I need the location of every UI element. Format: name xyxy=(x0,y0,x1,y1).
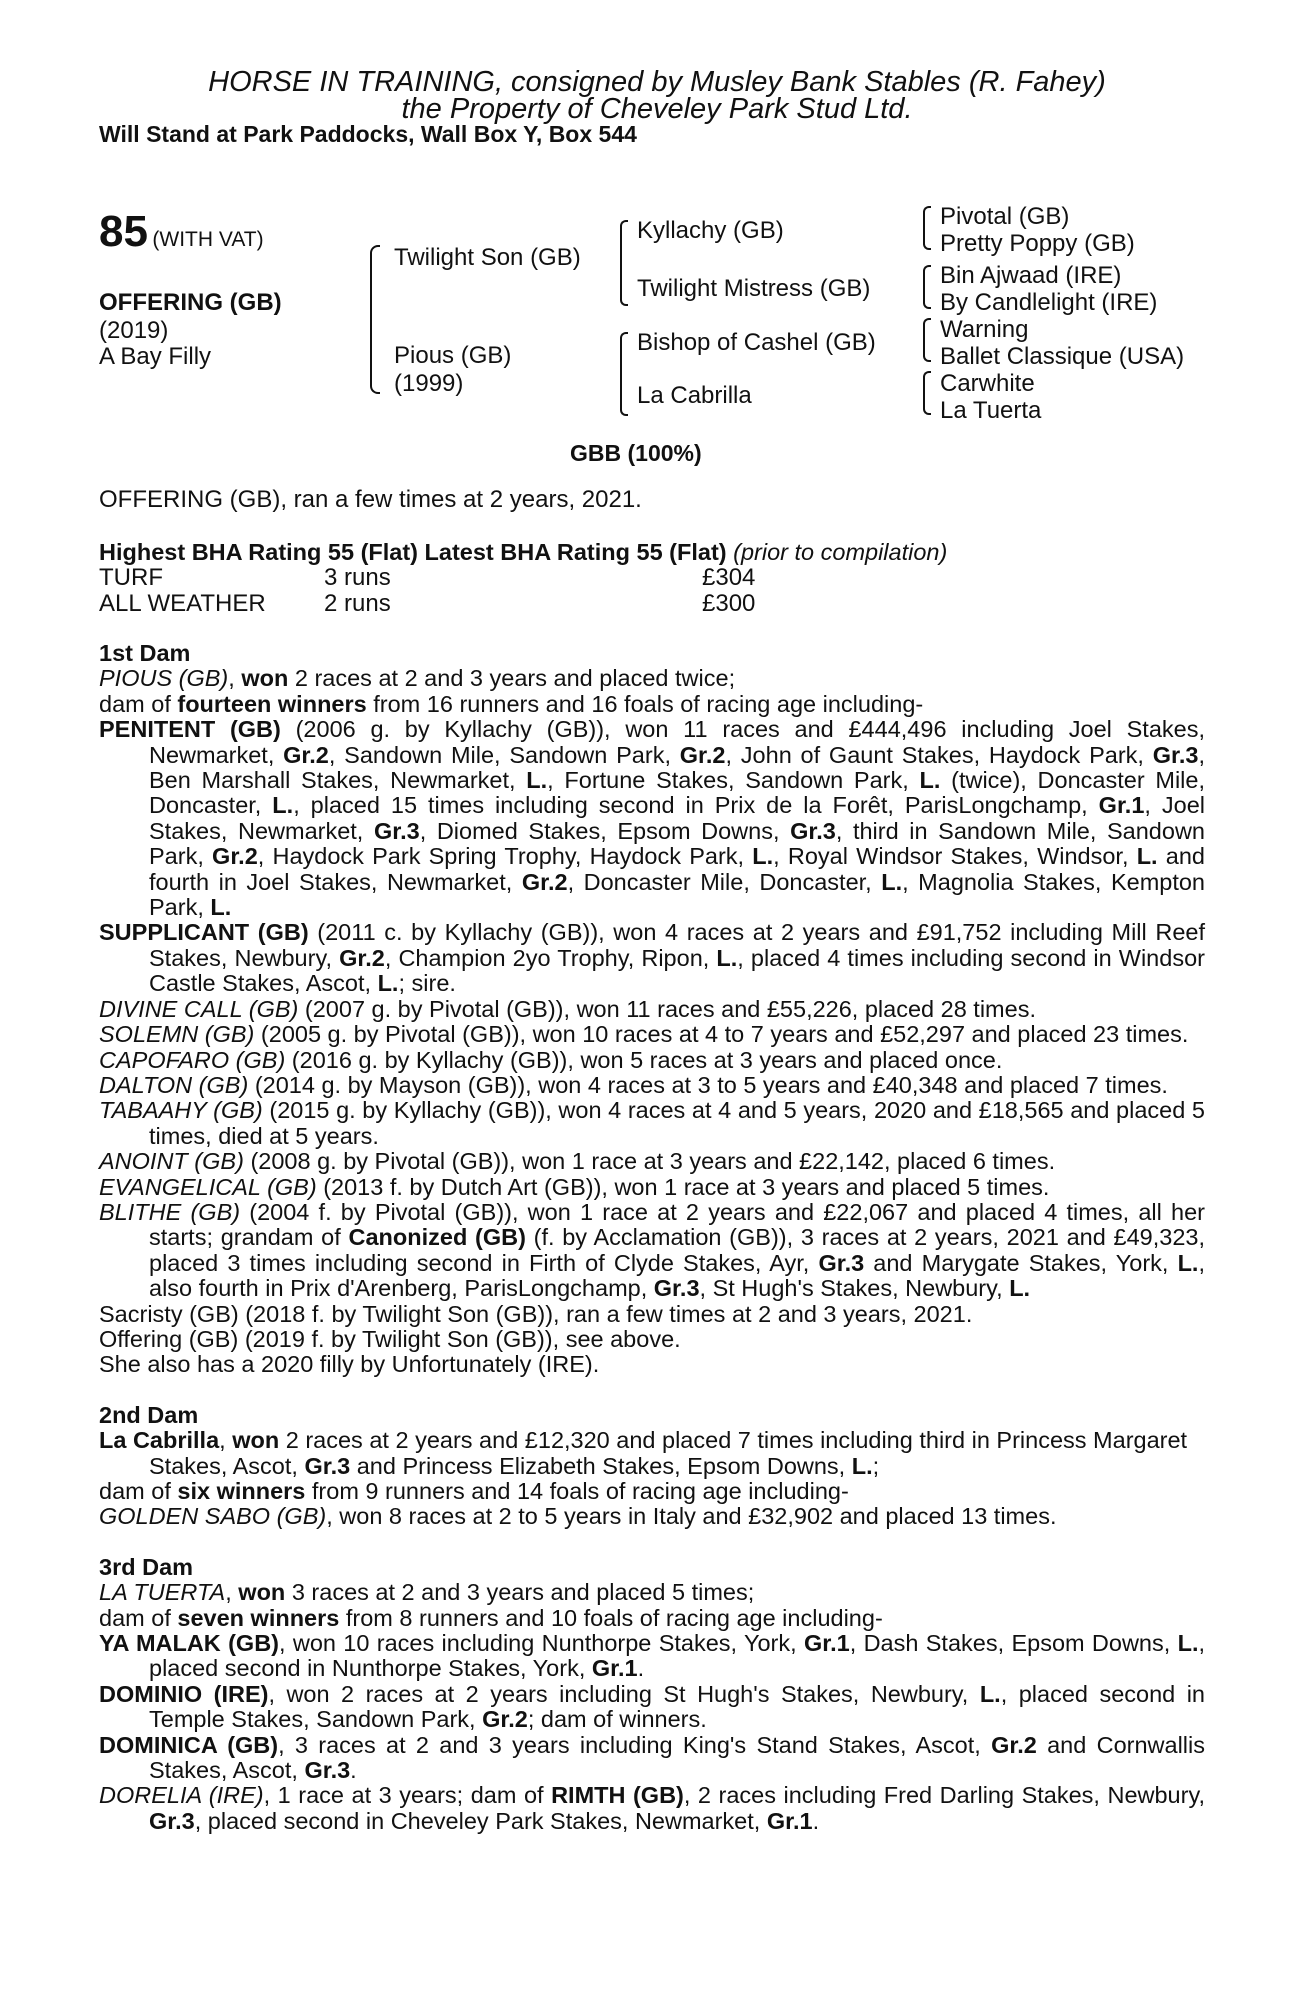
third-dam-produce-summary: dam of seven winners from 8 runners and 10 foals of racing age including- xyxy=(99,1604,883,1631)
pedigree-brace-ss xyxy=(923,206,931,250)
produce-penitent: PENITENT (GB) (2006 g. by Kyllachy (GB)), won 11 races and £444,496 including Joel Stakes, Newmarket, Gr.2, Sandown Mile, Sandown Park, Gr.2, John of Gaunt Stakes, Haydock Park, Gr.3, Ben Marshall Stakes, Newmarket, L., Fortune Stakes, Sandown Park, L. (twice), Doncaster Mile, Doncaster, L., placed 15 times including second in Prix de la Forêt, ParisLongchamp, Gr.1, Joel Stakes, Newmarket, Gr.3, Diomed Stakes, Epsom Downs, Gr.3, third in Sandown Mile, Sandown Park, Gr.2, Haydock Park Spring Trophy, Haydock Park, L., Royal Windsor Stakes, Windsor, L. and fourth in Joel Stakes, Newmarket, Gr.2, Doncaster Mile, Doncaster, L., Magnolia Stakes, Kempton Park, L. xyxy=(99,716,1206,921)
pedigree-brace-dd xyxy=(923,371,931,415)
rating-runs-1: 2 runs xyxy=(324,590,391,617)
ratings-note: (prior to compilation) xyxy=(733,539,948,565)
produce-dorelia: DORELIA (IRE), 1 race at 3 years; dam of RIMTH (GB), 2 races including Fred Darling Stakes, Newbury, Gr.3, placed second in Cheveley Park Stakes, Newmarket, Gr.1. xyxy=(99,1782,1205,1834)
third-dam-intro: LA TUERTA, won 3 races at 2 and 3 years and placed 5 times; xyxy=(99,1579,755,1606)
latest-rating: Latest BHA Rating 55 (Flat) xyxy=(424,539,727,565)
produce-capofaro: CAPOFARO (GB) (2016 g. by Kyllachy (GB)), won 5 races at 3 years and placed once. xyxy=(99,1046,1003,1073)
produce-golden-sabo: GOLDEN SABO (GB), won 8 races at 2 to 5 years in Italy and £32,902 and placed 13 times. xyxy=(99,1503,1057,1530)
second-dam-intro: La Cabrilla, won 2 races at 2 years and £12,320 and placed 7 times including third in Princess Margaret Stakes, Ascot, Gr.3 and Princess Elizabeth Stakes, Epsom Downs, L.; xyxy=(99,1427,1188,1479)
pedigree-brace-ds xyxy=(923,318,931,362)
produce-solemn: SOLEMN (GB) (2005 g. by Pivotal (GB)), won 10 races at 4 to 7 years and £52,297 and placed 23 times. xyxy=(99,1021,1189,1048)
produce-evangelical: EVANGELICAL (GB) (2013 f. by Dutch Art (GB)), won 1 race at 3 years and placed 5 times. xyxy=(99,1173,1050,1200)
family-notes xyxy=(99,641,1205,1834)
lot-number: 85 xyxy=(99,207,148,256)
pedigree-brace-dam xyxy=(620,332,628,416)
first-dam-heading: 1st Dam xyxy=(99,640,191,666)
produce-divine-call: DIVINE CALL (GB) (2007 g. by Pivotal (GB)), won 11 races and £55,226, placed 28 times. xyxy=(99,995,1036,1022)
breeding-percentage: GBB (100%) xyxy=(570,440,702,466)
horse-name: OFFERING (GB) xyxy=(99,289,282,316)
pedigree-dam-dam: La Cabrilla xyxy=(637,382,752,409)
pedigree-sire-sire: Kyllachy (GB) xyxy=(637,217,784,244)
produce-dominica: DOMINICA (GB), 3 races at 2 and 3 years including King's Stand Stakes, Ascot, Gr.2 and Cornwallis Stakes, Ascot, Gr.3. xyxy=(99,1731,1205,1784)
header-line-2: the Property of Cheveley Park Stud Ltd. xyxy=(401,93,913,125)
pedigree-brace-gen1 xyxy=(370,245,380,394)
pedigree-dam: Pious (GB) xyxy=(394,342,512,369)
ratings-line xyxy=(99,539,947,566)
first-dam-produce-summary: dam of fourteen winners from 16 runners and 16 foals of racing age including- xyxy=(99,690,924,717)
highest-rating: Highest BHA Rating 55 (Flat) xyxy=(99,539,419,565)
race-summary: OFFERING (GB), ran a few times at 2 years, 2021. xyxy=(99,486,642,513)
lot-number-row xyxy=(99,207,264,257)
header-line-3: Will Stand at Park Paddocks, Wall Box Y, Box 544 xyxy=(99,121,637,147)
produce-sacristy: Sacristy (GB) (2018 f. by Twilight Son (GB)), ran a few times at 2 and 3 years, 2021. xyxy=(99,1300,973,1327)
pedigree-brace-sd xyxy=(923,265,931,309)
rating-surface-0: TURF xyxy=(99,564,163,591)
pedigree-sds: Bin Ajwaad (IRE) xyxy=(940,262,1122,289)
horse-year: (2019) xyxy=(99,317,169,344)
pedigree-dss: Warning xyxy=(940,316,1029,343)
produce-tabaahy: TABAAHY (GB) (2015 g. by Kyllachy (GB)), won 4 races at 4 and 5 years, 2020 and £18,565 and placed 5 times, died at 5 years. xyxy=(99,1097,1205,1149)
pedigree-ddd: La Tuerta xyxy=(940,397,1042,424)
pedigree-dam-sire: Bishop of Cashel (GB) xyxy=(637,329,876,356)
produce-ya-malak: YA MALAK (GB), won 10 races including Nunthorpe Stakes, York, Gr.1, Dash Stakes, Epsom Downs, L., placed second in Nunthorpe Stakes, York, Gr.1. xyxy=(99,1630,1206,1682)
produce-blithe: BLITHE (GB) (2004 f. by Pivotal (GB)), won 1 race at 2 years and £22,067 and placed 4 times, all her starts; grandam of Canonized (GB) (f. by Acclamation (GB)), 3 races at 2 years, 2021 and £49,323, placed 3 times including second in Firth of Clyde Stakes, Ayr, Gr.3 and Marygate Stakes, York, L., also fourth in Prix d'Arenberg, ParisLongchamp, Gr.3, St Hugh's Stakes, Newbury, L. xyxy=(99,1198,1206,1302)
rating-prize-0: £304 xyxy=(702,564,756,591)
pedigree-brace-sire xyxy=(620,220,628,306)
pedigree-dsd: Ballet Classique (USA) xyxy=(940,343,1185,370)
produce-supplicant: SUPPLICANT (GB) (2011 c. by Kyllachy (GB)), won 4 races at 2 years and £91,752 including Mill Reef Stakes, Newbury, Gr.2, Champion 2yo Trophy, Ripon, L., placed 4 times including second in Windsor Castle Stakes, Ascot, L.; sire. xyxy=(99,919,1205,997)
pedigree-sss: Pivotal (GB) xyxy=(940,203,1070,230)
header-line-1: HORSE IN TRAINING, consigned by Musley Bank Stables (R. Fahey) xyxy=(208,66,1106,98)
produce-offering: Offering (GB) (2019 f. by Twilight Son (GB)), see above. xyxy=(99,1325,681,1352)
pedigree-ssd: Pretty Poppy (GB) xyxy=(940,230,1135,257)
pedigree-dam-year: (1999) xyxy=(394,370,464,397)
first-dam-intro: PIOUS (GB), won 2 races at 2 and 3 years and placed twice; xyxy=(99,665,736,692)
produce-dalton: DALTON (GB) (2014 g. by Mayson (GB)), won 4 races at 3 to 5 years and £40,348 and placed 7 times. xyxy=(99,1071,1168,1098)
produce-dominio: DOMINIO (IRE), won 2 races at 2 years including St Hugh's Stakes, Newbury, L., placed second in Temple Stakes, Sandown Park, Gr.2; dam of winners. xyxy=(99,1680,1205,1733)
first-dam-filly-note: She also has a 2020 filly by Unfortunately (IRE). xyxy=(99,1351,600,1378)
pedigree-sire: Twilight Son (GB) xyxy=(394,244,581,271)
pedigree-sdd: By Candlelight (IRE) xyxy=(940,289,1158,316)
second-dam-heading: 2nd Dam xyxy=(99,1401,199,1428)
rating-prize-1: £300 xyxy=(702,590,756,617)
vat-label: (WITH VAT) xyxy=(152,228,264,251)
pedigree-sire-dam: Twilight Mistress (GB) xyxy=(637,275,871,302)
third-dam-heading: 3rd Dam xyxy=(99,1553,194,1580)
horse-description: A Bay Filly xyxy=(99,343,212,370)
rating-runs-0: 3 runs xyxy=(324,564,391,591)
produce-anoint: ANOINT (GB) (2008 g. by Pivotal (GB)), won 1 race at 3 years and £22,142, placed 6 times. xyxy=(99,1148,1056,1175)
pedigree-dds: Carwhite xyxy=(940,370,1035,397)
rating-surface-1: ALL WEATHER xyxy=(99,590,266,617)
second-dam-produce-summary: dam of six winners from 9 runners and 14 foals of racing age including- xyxy=(99,1478,849,1504)
